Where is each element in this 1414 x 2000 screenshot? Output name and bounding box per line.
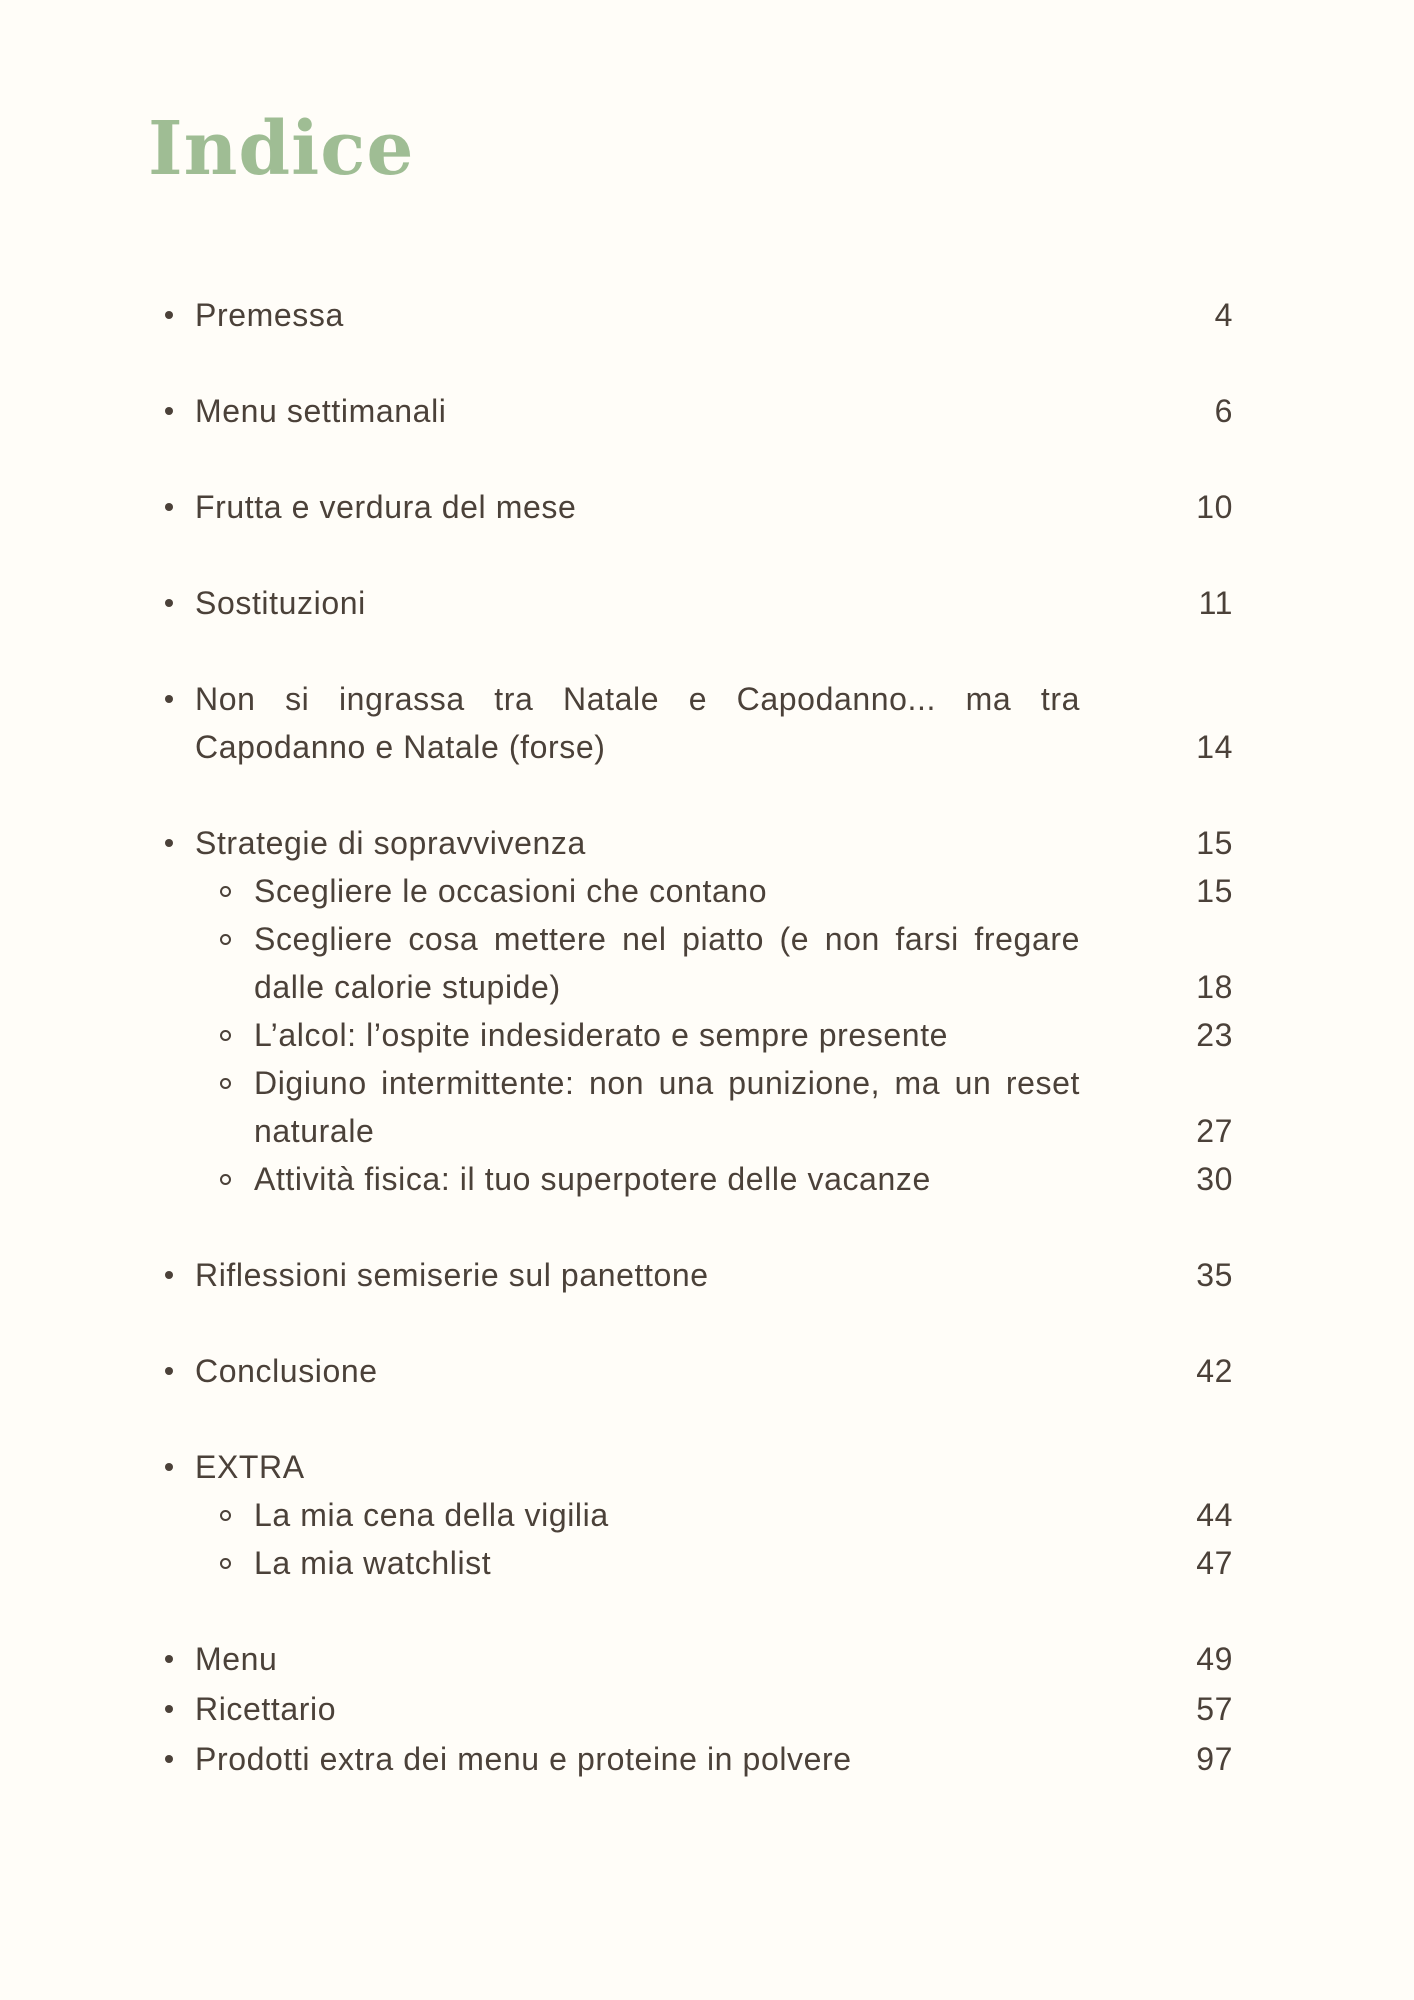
toc-entry-page: 18 bbox=[1196, 969, 1233, 1005]
toc-entry-line: Sostituzioni bbox=[195, 585, 366, 621]
circle-bullet-icon bbox=[220, 1510, 231, 1521]
toc-entry[interactable] bbox=[165, 483, 1233, 531]
toc-entry-line: EXTRA bbox=[195, 1449, 305, 1485]
bullet-icon bbox=[165, 839, 173, 847]
toc-entry-line: Conclusione bbox=[195, 1353, 378, 1389]
toc-entry-label bbox=[195, 291, 1080, 339]
toc-entry-label bbox=[195, 1735, 1080, 1783]
bullet-gutter bbox=[165, 1443, 195, 1471]
toc-entry-label bbox=[195, 1635, 1080, 1683]
toc-list bbox=[165, 291, 1233, 1783]
toc-entry[interactable] bbox=[165, 1443, 1233, 1491]
bullet-gutter bbox=[165, 483, 195, 511]
toc-entry-label bbox=[195, 1347, 1080, 1395]
bullet-gutter bbox=[165, 1347, 195, 1375]
toc-entry-line: Attività fisica: il tuo superpotere delle vacanze bbox=[254, 1161, 931, 1197]
toc-entry-line: Ricettario bbox=[195, 1691, 337, 1727]
toc-entry[interactable] bbox=[165, 291, 1233, 339]
toc-entry-label bbox=[254, 1491, 1080, 1539]
toc-entry-page: 11 bbox=[1198, 585, 1233, 621]
toc-entry-page: 97 bbox=[1196, 1741, 1233, 1777]
toc-entry[interactable] bbox=[165, 1059, 1233, 1155]
toc-entry[interactable] bbox=[165, 579, 1233, 627]
toc-entry[interactable] bbox=[165, 819, 1233, 867]
toc-entry-page: 6 bbox=[1214, 393, 1233, 429]
toc-entry-label bbox=[254, 1539, 1080, 1587]
bullet-gutter bbox=[165, 1635, 195, 1663]
toc-entry[interactable] bbox=[165, 675, 1233, 771]
toc-entry-page: 27 bbox=[1196, 1113, 1233, 1149]
toc-entry-label bbox=[254, 1059, 1080, 1155]
bullet-gutter bbox=[165, 1735, 195, 1763]
toc-entry[interactable] bbox=[165, 1735, 1233, 1783]
toc-entry-label bbox=[195, 1685, 1080, 1733]
toc-entry[interactable] bbox=[165, 915, 1233, 1011]
toc-entry[interactable] bbox=[165, 867, 1233, 915]
bullet-icon bbox=[165, 1755, 173, 1763]
bullet-gutter bbox=[165, 579, 195, 607]
bullet-gutter bbox=[220, 1155, 254, 1185]
toc-entry[interactable] bbox=[165, 1155, 1233, 1203]
bullet-icon bbox=[165, 407, 173, 415]
toc-entry-line: Prodotti extra dei menu e proteine in polvere bbox=[195, 1741, 852, 1777]
toc-entry-page: 23 bbox=[1196, 1017, 1233, 1053]
toc-entry-line: Premessa bbox=[195, 297, 344, 333]
bullet-gutter bbox=[165, 1251, 195, 1279]
circle-bullet-icon bbox=[220, 1174, 231, 1185]
bullet-gutter bbox=[165, 675, 195, 703]
toc-entry-label bbox=[254, 867, 1080, 915]
toc-entry-line: Scegliere le occasioni che contano bbox=[254, 873, 768, 909]
toc-entry-label bbox=[195, 1443, 1080, 1491]
toc-entry-line: Strategie di sopravvivenza bbox=[195, 825, 586, 861]
toc-entry-line: Scegliere cosa mettere nel piatto (e non farsi fregare bbox=[254, 921, 1080, 957]
circle-bullet-icon bbox=[220, 934, 231, 945]
circle-bullet-icon bbox=[220, 886, 231, 897]
bullet-gutter bbox=[220, 1011, 254, 1041]
toc-entry-line: L’alcol: l’ospite indesiderato e sempre presente bbox=[254, 1017, 949, 1053]
toc-entry[interactable] bbox=[165, 387, 1233, 435]
toc-entry-line: dalle calorie stupide) bbox=[254, 969, 561, 1005]
bullet-gutter bbox=[220, 867, 254, 897]
toc-entry-line: Digiuno intermittente: non una punizione, ma un reset bbox=[254, 1065, 1080, 1101]
toc-entry[interactable] bbox=[165, 1347, 1233, 1395]
bullet-icon bbox=[165, 1463, 173, 1471]
toc-entry-page: 15 bbox=[1196, 825, 1233, 861]
toc-entry-page: 15 bbox=[1196, 873, 1233, 909]
toc-entry-label bbox=[195, 483, 1080, 531]
bullet-icon bbox=[165, 311, 173, 319]
bullet-gutter bbox=[165, 291, 195, 319]
bullet-icon bbox=[165, 1705, 173, 1713]
toc-entry-page: 57 bbox=[1196, 1691, 1233, 1727]
toc-entry-line: Capodanno e Natale (forse) bbox=[195, 729, 606, 765]
toc-entry-label bbox=[254, 1011, 1080, 1059]
toc-entry-line: naturale bbox=[254, 1113, 375, 1149]
toc-entry-page: 42 bbox=[1196, 1353, 1233, 1389]
toc-entry-label bbox=[195, 819, 1080, 867]
toc-entry-line: La mia watchlist bbox=[254, 1545, 492, 1581]
toc-entry-line: Frutta e verdura del mese bbox=[195, 489, 577, 525]
toc-entry-line: Menu settimanali bbox=[195, 393, 447, 429]
circle-bullet-icon bbox=[220, 1030, 231, 1041]
toc-entry-label bbox=[195, 1251, 1080, 1299]
bullet-icon bbox=[165, 503, 173, 511]
bullet-gutter bbox=[220, 1491, 254, 1521]
bullet-icon bbox=[165, 599, 173, 607]
toc-entry-line: Riflessioni semiserie sul panettone bbox=[195, 1257, 709, 1293]
toc-entry-page: 47 bbox=[1196, 1545, 1233, 1581]
toc-entry-label bbox=[254, 915, 1080, 1011]
toc-entry-page: 14 bbox=[1196, 729, 1233, 765]
toc-entry-label bbox=[195, 387, 1080, 435]
bullet-gutter bbox=[220, 1539, 254, 1569]
toc-entry-page: 49 bbox=[1196, 1641, 1233, 1677]
bullet-gutter bbox=[220, 915, 254, 945]
bullet-icon bbox=[165, 695, 173, 703]
toc-entry-line: Menu bbox=[195, 1641, 278, 1677]
toc-entry-page: 44 bbox=[1196, 1497, 1233, 1533]
toc-entry-line: Non si ingrassa tra Natale e Capodanno... ma tra bbox=[195, 681, 1080, 717]
bullet-gutter bbox=[165, 819, 195, 847]
bullet-icon bbox=[165, 1367, 173, 1375]
toc-entry-label bbox=[195, 675, 1080, 771]
bullet-icon bbox=[165, 1655, 173, 1663]
toc-entry[interactable] bbox=[165, 1635, 1233, 1683]
toc-entry-page: 4 bbox=[1214, 297, 1233, 333]
page-title: Indice bbox=[148, 106, 415, 192]
bullet-gutter bbox=[165, 1685, 195, 1713]
toc-entry-page: 30 bbox=[1196, 1161, 1233, 1197]
bullet-gutter bbox=[165, 387, 195, 415]
toc-entry-line: La mia cena della vigilia bbox=[254, 1497, 609, 1533]
toc-entry-page: 10 bbox=[1196, 489, 1233, 525]
toc-entry[interactable] bbox=[165, 1685, 1233, 1733]
bullet-icon bbox=[165, 1271, 173, 1279]
toc-entry[interactable] bbox=[165, 1011, 1233, 1059]
toc-entry[interactable] bbox=[165, 1491, 1233, 1539]
bullet-gutter bbox=[220, 1059, 254, 1089]
toc-entry[interactable] bbox=[165, 1539, 1233, 1587]
toc-entry[interactable] bbox=[165, 1251, 1233, 1299]
toc-entry-label bbox=[195, 579, 1080, 627]
circle-bullet-icon bbox=[220, 1558, 231, 1569]
toc-entry-page: 35 bbox=[1196, 1257, 1233, 1293]
toc-entry-label bbox=[254, 1155, 1080, 1203]
circle-bullet-icon bbox=[220, 1078, 231, 1089]
